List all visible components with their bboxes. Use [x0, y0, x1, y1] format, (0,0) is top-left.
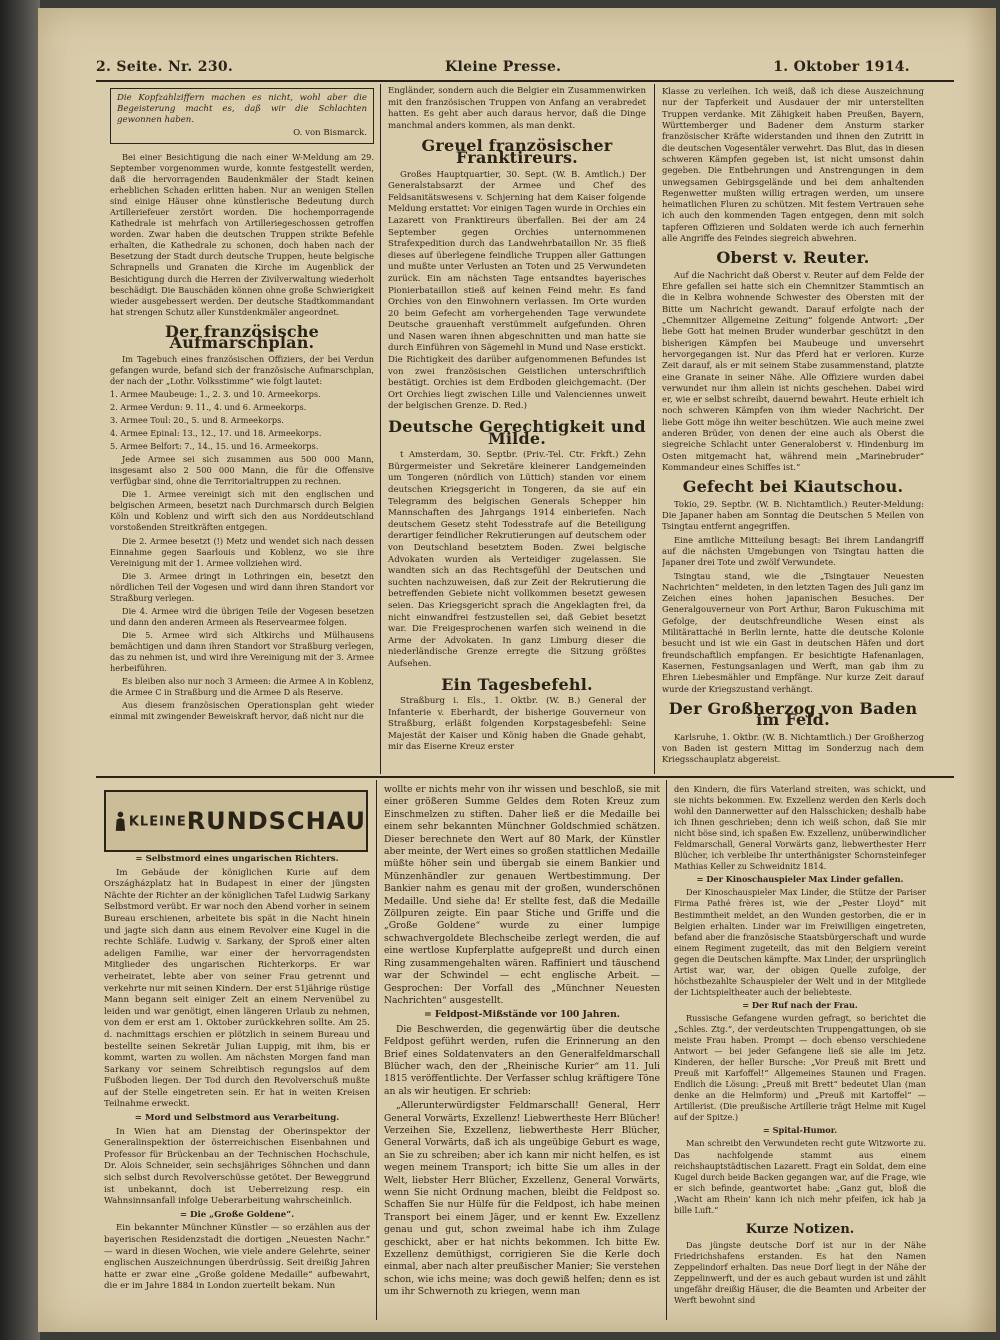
- paragraph: In Wien hat am Dienstag der Oberinspektor der Generalinspektion der österreichischen Eisenbahnen und Professor für Brückenbau an der Technischen Hochschule, Dr. Alois Schneider, sein sechsjähriges Söhnchen und dann sich selbst durch Revolverschüsse getötet. Der Beweggrund ist unbekannt, doch ist Ueberreizung resp. ein Wahnsinnsanfall infolge Ueberarbeitung wahrscheinlich.: [104, 1126, 370, 1207]
- headline-kurze-notizen: Kurze Notizen.: [745, 1221, 855, 1237]
- subheadline: = Feldpost-Mißstände vor 100 Jahren.: [423, 1009, 621, 1021]
- column-divider: [380, 84, 381, 774]
- paragraph: Straßburg i. Els., 1. Oktbr. (W. B.) General der Infanterie v. Eberhardt, der bisherige Gouverneur von Straßburg, erläßt folgenden Korpstagesbefehl: Seine Majestät der Kaiser und König haben die Gnade gehabt, mir das Eiserne Kreuz erster: [388, 696, 646, 753]
- quote-author: O. von Bismarck.: [293, 128, 367, 138]
- column-5: [384, 784, 660, 1301]
- column-4: [104, 854, 370, 1295]
- headline-grossherzog: Der Großherzog von Baden im Feld.: [668, 698, 918, 730]
- paragraph: „Allerunterwürdigster Feldmarschall! General, Herr General Vorwärts, Exzellenz! Liebwertheste Herr Blücher! Verzeihen Sie, Exzellenz, liebwertheste Herr Blücher, General Vorwärts, daß ich als ungeübige Geburt es wage, an Sie zu schreiben; aber ich kann mir nicht helfen, es ist wegen meinem Transport; ich bitte Sie um alles in der Welt, liebster Herr Blücher, Exzellenz, General Vorwärts, wenn Sie nicht Ordnung machen, bleibt die Feldpost so. Schaffen Sie nur Hülfe für die Feldpost, ich habe meinen Transport bei einem Jäger, und er kennt Ew. Exzellenz genau und gut, schon zweimal habe ich ihm Zulage geschickt, aber er hat nichts bekommen. Ich bitte Ew. Exzellenz demüthigst, corrigieren Sie die Kerle doch einmal, aber nach alter preußischer Manier; Sie verstehen schon, wie ichs meine; was doch gewiß helfen; denn es ist um ihr Schwernoth zu kriegen, wenn man: [384, 1100, 660, 1298]
- paragraph: Aus diesem französischen Operationsplan geht wieder einmal mit zwingender Beweiskraft hervor, daß nicht nur die: [110, 700, 374, 722]
- subheadline: = Mord und Selbstmord aus Verarbeitung.: [134, 1113, 340, 1124]
- army-list-item: 1. Armee Maubeuge: 1., 2. 3. und 10. Armeekorps.: [110, 388, 321, 399]
- paragraph: Im Gebäude der königlichen Kurie auf dem Országházplatz hat in Budapest in einer der jüngsten Nächte der Richter an der königlichen Tafel Ludwig Sarkany Selbstmord verübt. Er war noch den Abend vorher in seinem Bureau erschienen, arbeitete bis spät in die Nacht hinein und jagte sich dann aus einem Revolver eine Kugel in die rechte Schläfe. Ludwig v. Sarkany, der Sproß einer alten adeligen Familie, war einer der hervorragendsten Mitglieder des ungarischen Richterkorps. Er war verheiratet, lebte aber von seiner Frau getrennt und verkehrte nur mit seinen Kindern. Der erst 51jährige rüstige Mann begann seit einiger Zeit an einem Nervenübel zu leiden und war genötigt, einen längeren Urlaub zu nehmen, von dem er erst am 1. Oktober zurückkehren sollte. Am 25. d. nachmittags erschien er plötzlich in seinem Bureau und bestellte seinen Sekretär Julian Luppig, mit ihm, bis er kommt, warten zu wollen. Am nächsten Morgen fand man Sarkany vor seinem Schreibtisch regungslos auf dem Fußboden liegen. Der Tod durch den Revolverschuß mußte auf der Stelle eingetreten sein. Er hat in weiten Kreisen Teilnahme erweckt.: [104, 867, 370, 1110]
- column-1: [110, 86, 374, 724]
- headline-tagesbefehl: Ein Tagesbefehl.: [441, 674, 593, 694]
- paragraph: Die 5. Armee wird sich Altkirchs und Mülhausens bemächtigen und dann ihren Standort vor Straßburg verlegen, das zu nehmen ist, und wird ihre Vereinigung mit der 3. Armee herbeiführen.: [110, 629, 374, 674]
- rundschau-title: KLEINERUNDSCHAU: [128, 807, 366, 835]
- column-3: [662, 86, 924, 768]
- paragraph: Im Tagebuch eines französischen Offiziers, der bei Verdun gefangen wurde, befand sich der französische Aufmarschplan, der nach der „Lothr. Volksstimme“ wie folgt lautet:: [110, 353, 374, 386]
- subheadline: = Der Kinoschauspieler Max Linder gefallen.: [696, 874, 904, 885]
- page-header: [96, 56, 910, 78]
- book-spine: [0, 0, 40, 1340]
- subheadline: = Selbstmord eines ungarischen Richters.: [135, 854, 339, 864]
- bismarck-quote: [110, 88, 374, 144]
- column-2: [388, 86, 646, 756]
- quote-text: Die Kopfzahlziffern machen es nicht, wohl aber die Begeisterung macht es, daß wir die Schlachten gewonnen haben.: [117, 93, 367, 125]
- section-rule: [96, 776, 954, 778]
- subheadline: = Die „Große Goldene“.: [179, 1209, 295, 1220]
- headline-greuel: Greuel französischer Franktireurs.: [421, 136, 613, 167]
- paragraph: den Kindern, die fürs Vaterland streiten, was schickt, und sie nichts bekommen. Ew. Exzellenz werden den Kerls doch wohl den Dannerwetter auf den Halsschicken; deshalb habe ich Ihnen geschrieben; denn ich weiß schon, daß Sie mir nicht böse sind, ich spaßen Ew. Exzellenz, unüberwindlicher Feldmarschall, General Vorwärts ganz, liebwerthester Herr Blücher, ich verbleibe Ihr unterthänigster Schornsteinfeger Mathias Keller zu Schweidnitz 1814.: [674, 784, 926, 872]
- paragraph: Auf die Nachricht daß Oberst v. Reuter auf dem Felde der Ehre gefallen sei hatte sich ein Chemnitzer Stammtisch an die in Kelbra wohnende Schwester des Obersten mit der Bitte um Nachricht gewandt. Darauf erfolgte nach der „Chemnitzer Allgemeine Zeitung“ folgende Antwort: „Der liebe Gott hat meinen Bruder wunderbar geschützt in den bisherigen Kämpfen bei Maubeuge und unversehrt hervorgegangen ist. Nur das Pferd hat er verloren. Kurze Zeit darauf, als er mit seinem Stabe zusammenstand, platzte eine Granate in seiner Nähe. Alle Offiziere wurden dabei verwundet nur ihm allein ist nichts geschehen. Dabei wird er, wie er selbst schreibt, dauernd bewahrt. Heute erhielt ich noch schweren Kämpfen von ihm wieder Nachricht. Der liebe Gott möge ihn weiter beschützen. Wie auch meine zwei anderen Brüder, von denen der eine auch als Oberst die siegreiche Schlacht unter Generaloberst v. Hindenburg im Osten mitgemacht hat, während mein „Marinebruder“ Kommandeur eines Schiffes ist.“: [662, 269, 924, 472]
- subheadline: = Der Ruf nach der Frau.: [742, 999, 858, 1010]
- subheadline: = Spital-Humor.: [762, 1125, 838, 1136]
- army-list-item: 3. Armee Toul: 20., 5. und 8. Armeekorps.: [110, 415, 284, 426]
- column-divider: [654, 84, 655, 774]
- paragraph: t Amsterdam, 30. Septbr. (Priv.-Tel. Ctr. Frkft.) Zehn Bürgermeister und Sekretäre kleinerer Landgemeinden um Tongeren (nördlich von Lüttich) standen vor einem deutschen Kriegsgericht in Tongeren, da sie auf ein Telegramm des belgischen Generals Schepper hin Mannschaften des Jahrgangs 1914 einberiefen. Nach deutschem Gesetz steht Todesstrafe auf die Beteiligung derartiger feindlicher Rekrutierungen auf deutschem oder von Deutschland besetztem Boden. Zwei belgische Advokaten wurden als Verteidiger zugelassen. Sie wandten sich an das Rechtsgefühl der Deutschen und suchten nachzuweisen, daß zur Zeit der Rekrutierung die betreffenden Gebiete nicht vollkommen besetzt gewesen seien. Das Kriegsgericht sprach die Angeklagten frei, da nicht einwandfrei festzustellen sei, daß Gebiet besetzt war. Die Freigesprochenen warfen sich weinend in die Arme der Advokaten. In ganz Limburg dieser die niederländische Grenze erregte die Sitzung größtes Aufsehen.: [388, 450, 646, 669]
- paragraph: Engländer, sondern auch die Belgier ein Zusammenwirken mit den französischen Truppen von Anfang an verabredet hatten. Es geht aber auch daraus hervor, daß die Dinge manchmal anders kommen, als man denkt.: [388, 86, 646, 131]
- kleine-rundschau-banner: [104, 790, 368, 852]
- headline-gerechtigkeit: Deutsche Gerechtigkeit und Milde.: [388, 417, 646, 448]
- column-divider: [666, 780, 667, 1320]
- paragraph: Ein bekannter Münchner Künstler — so erzählen aus der bayerischen Residenzstadt die dortigen „Neuesten Nachr.“ — ward in diesen Wochen, wie viele andere Gelehrte, seiner englischen Auszeichnungen überdrüssig. Seit dreißig Jahren hatte er zwar eine „Große goldene Medaille“ aufbewahrt, die er im Jahre 1884 in London zuerteilt bekam. Nun: [104, 1223, 370, 1292]
- paragraph: Die 3. Armee dringt in Lothringen ein, besetzt den nördlichen Teil der Vogesen und wird dann ihren Standort vor Straßburg verlegen.: [110, 570, 374, 603]
- paragraph: Die 4. Armee wird die übrigen Teile der Vogesen besetzen und dann den anderen Armeen als Reservearmee folgen.: [110, 605, 374, 627]
- paragraph: Die Beschwerden, die gegenwärtig über die deutsche Feldpost geführt werden, rufen die Erinnerung an den Brief eines Soldatenvaters an den Generalfeldmarschall Blücher wach, den der „Rheinische Kurier“ am 11. Juli 1815 veröffentlichte. Der Verfasser schlug kräftigere Töne an als wir heutigen. Er schrieb:: [384, 1023, 660, 1097]
- headline-aufmarschplan: Der französische Aufmarschplan.: [165, 321, 319, 352]
- paragraph: Das jüngste deutsche Dorf ist nur in der Nähe Friedrichshafens erstanden. Es hat den Namen Zeppelindorf erhalten. Das neue Dorf liegt in der Nähe der Zeppelinwerft, und der es auch gebaut wurden ist und zählt ungefähr dreißig Häuser, die die Beamten und Arbeiter der Werft bewohnt sind: [674, 1239, 926, 1306]
- header-rule: [96, 80, 954, 82]
- paragraph: Russische Gefangene wurden gefragt, so berichtet die „Schles. Ztg.“, der verdeutschten Truppengattungen, ob sie meiste Frau haben. Prompt — doch ebenso verschiedene Antwort — bei jeder Gefangene ließ sie alle im Jetz. Kinderen, der heller Bursche: „Vor Preuß mit Brett und Preuß mit Karfoffel!“ Allgemeines Staunen und Fragen. Endlich die Lösung: „Preuß mit Brett“ bedeutet Ulan (man denke an die Helmform) und „Preuß mit Kartoffel“ — Artillerist. (Die preußische Artillerie trägt Helme mit Kugel auf der Spitze.): [674, 1012, 926, 1123]
- paragraph: Die 2. Armee besetzt (!) Metz und wendet sich nach dessen Einnahme gegen Saarlouis und Koblenz, wo sie ihre Vereinigung mit der 1. Armee vollziehen wird.: [110, 535, 374, 568]
- paragraph: Es bleiben also nur noch 3 Armeen: die Armee A in Koblenz, die Armee C in Straßburg und die Armee D als Reserve.: [110, 676, 374, 698]
- column-6: [674, 784, 926, 1308]
- paragraph: Tokio, 29. Septbr. (W. B. Nichtamtlich.) Reuter-Meldung: Die Japaner haben am Sonntag die Deutschen 5 Meilen von Tsingtau entfernt angegriffen.: [662, 498, 924, 532]
- headline-kiautschou: Gefecht bei Kiautschou.: [682, 477, 904, 497]
- paragraph: Tsingtau stand, wie die „Tsingtauer Neuesten Nachrichten“ meldeten, in den letzten Tagen des Juli ganz im Zeichen eines hohen japanischen Besuches. Der Generalgouverneur von Port Arthur, Baron Fukuschima mit Gefolge, der deutschfreundliche Wesen einst als Militärattaché in Berlin lernte, hatte die deutsche Kolonie besucht und ist wie ein Gast in deutschen Häfen und dort freundschaftlich empfangen. Er besichtigte Hafenanlagen, Kasernen, Festungsanlagen und Werft, man gab ihm zu Ehren Liebesmähler und Empfänge. Nur kurze Zeit darauf wurde der Kriegszustand verhängt.: [662, 570, 924, 694]
- paragraph: Eine amtliche Mitteilung besagt: Bei ihrem Landangriff auf die nächsten Umgebungen von Tsingtau hatten die Japaner drei Tote und zwölf Verwundete.: [662, 534, 924, 568]
- paragraph: wollte er nichts mehr von ihr wissen und beschloß, sie mit einer größeren Summe Geldes dem Roten Kreuz zum Einschmelzen zu stiften. Daher ließ er die Medaille bei einem sehr bekannten Münchner Goldschmied schätzen. Dieser berechnete den Wert auf 80 Mark, der Künstler aber meinte, der Wert eines so großen stattlichen Medaille müßte höher sein und übergab sie einem Bankier und Münzenhändler zur genauen Wertbestimmung. Der Bankier nahm es genau mit der großen, wunderschönen Medaille. Und siehe da! Er stellte fest, daß die Medaille Zöllpuren zeigte. Ein paar Stiche und Griffe und die „Große Goldene“ wurde zu einer lumpige schwachvergoldete Blechscheibe zerlegt werden, die auf eine wertlose Kupferplatte aufgepreßt und durch einen Ring zusammengehalten wären. Raffiniert und täuschend war der Schwindel — echt englische Arbeit. — Gesprochen: Der Vorfall des „Münchner Neuesten Nachrichten“ ausgestellt.: [384, 784, 660, 1006]
- column-divider: [376, 780, 377, 1320]
- page-number: 2. Seite. Nr. 230.: [96, 59, 234, 75]
- paragraph: Großes Hauptquartier, 30. Sept. (W. B. Amtlich.) Der Generalstabsarzt der Armee und Chef des Feldsanitätswesens v. Schjerning hat dem Kaiser folgende Meldung erstattet: Vor einigen Tagen wurde in Orchies ein Lazarett von Franktireurs überfallen. Bei der am 24 September gegen Orchies unternommenen Strafexpedition durch das Landwehrbataillon Nr. 35 fließ dieses auf überlegene feindliche Truppen aller Gattungen und mußte unter Verlusten an Toten und 25 Verwundeten zurück. Ein am nächsten Tage entsandtes bayerisches Pionierbataillon stieß auf keinen Feind mehr. Es fand Orchies von den Einwohnern verlassen. Im Orte wurden 20 beim Gefecht am vorhergehenden Tage verwundete Deutsche grauenhaft verstümmelt aufgefunden. Ohren und Nasen waren ihnen abgeschnitten und man hatte sie durch Einführen von Sägemehl in Mund und Nase erstickt. Die Richtigkeit des darüber aufgenommenen Befundes ist von zwei französischen Geistlichen unterschriftlich bestätigt. Orchies ist dem Erdboden gleichgemacht. (Der Ort Orchies liegt zwischen Lille und Valenciennes unweit der belgischen Grenze. D. Red.): [388, 169, 646, 412]
- newspaper-title: Kleine Presse.: [445, 59, 562, 75]
- issue-date: 1. Oktober 1914.: [773, 59, 910, 75]
- cathedral-report: Bei einer Besichtigung die nach einer W-Meldung am 29. September vorgenommen wurde, konnte festgestellt werden, daß die hervorragenden Baudenkmäler der Stadt keinen erheblichen Schaden erlitten haben. Nur an wenigen Stellen sind einige Häuser ohne künstlerische Bedeutung durch Artilleriefeuer zerstört worden. Die hochemporragende Kathedrale ist mehrfach von Artilleriegeschossen getroffen worden. Zwar haben die deutschen Truppen strikte Befehle erhalten, die Kathedrale zu schonen, doch haben nach der Besetzung der Stadt durch deutsche Truppen, heute belgische Schrapnells und Granaten die Kirche im Augenblick der Besichtigung durch die Herren der Zivilverwaltung wiederholt beschädigt. Die Bauschäden können ohne große Schwierigkeit wieder ausgebessert werden. Der deutsche Stadtkommandant hat strengen Schutz aller Kunstdenkmäler angeordnet.: [110, 152, 374, 317]
- paragraph: Die 1. Armee vereinigt sich mit den englischen und belgischen Armeen, besetzt nach Durchmarsch durch Belgien Köln und Koblenz und wirft sich den aus Norddeutschland vorstoßenden Streitkräften entgegen.: [110, 489, 374, 533]
- paragraph: Karlsruhe, 1. Oktbr. (W. B. Nichtamtlich.) Der Großherzog von Baden ist gestern Mittag im Sonderzug nach dem Kriegsschauplatz abgereist.: [662, 731, 924, 765]
- paragraph: Man schreibt den Verwundeten recht gute Witzworte zu. Das nachfolgende stammt aus einem reichshauptstädtischen Lazarett. Fragt ein Soldat, dem eine Kugel durch beide Backen gegangen war, auf die Frage, wie er sich befinde, geantwortet habe: „Ganz gut, bloß die ‚Wacht am Rhein‘ kann ich nich mehr pfeifen, ick hab ja bille Luft.“: [674, 1138, 926, 1215]
- army-list-item: 5. Armee Belfort: 7., 14., 15. und 16. Armeekorps.: [110, 441, 319, 452]
- figure-icon: [112, 798, 129, 844]
- paragraph: Klasse zu verleihen. Ich weiß, daß ich diese Auszeichnung nur der Tapferkeit und Ausdauer der mir unterstellten Truppen verdanke. Mit Zähigkeit haben Preußen, Bayern, Württemberger und Badener dem Ansturm starker französischer Kräfte widerstanden und ihnen den Zutritt in die deutschen Vogesentäler verwehrt. Das Blut, das in diesen schweren Kämpfen gegeben ist, ist nicht umsonst dahin gegeben. Die Entbehrungen und Anstrengungen in dem unwegsamen Gebirgsgelände und bei dem anhaltenden Regenwetter mußten willig ertragen werden, um unsere heimatlichen Fluren zu schützen. Mit festem Vertrauen sehe ich auch den kommenden Tagen entgegen, denn mit solch tapferen Offizieren und Soldaten werde ich auch fernerhin alle Angriffe des Feindes siegreich abwehren.: [662, 86, 924, 244]
- army-list-item: 2. Armee Verdun: 9. 11., 4. und 6. Armeekorps.: [110, 401, 307, 412]
- headline-reuter: Oberst v. Reuter.: [716, 248, 870, 268]
- army-list-item: 4. Armee Epinal: 13., 12., 17. und 18. Armeekorps.: [110, 428, 322, 439]
- paragraph: Der Kinoschauspieler Max Linder, die Stütze der Pariser Firma Pathé frères ist, wie der „Pester Lloyd“ mit Bestimmtheit meldet, an den Wunden gestorben, die er in Belgien erhalten. Linder war im Freiwilligen eingetreten, befand aber die französische Staatsbürgerschaft und wurde einem Regiment zugeteilt, das mit den Belgiern vereint gegen die Deutschen kämpfte. Max Linder, der ursprünglich Artist war, war, der obigen Quelle zufolge, der höchstbezahlte Schauspieler der Welt und in der Mitgliede der Lichtspieltheater auch der beliebteste.: [674, 887, 926, 997]
- paragraph: Jede Armee sei sich zusammen aus 500 000 Mann, insgesamt also 2 500 000 Mann, die für die Offensive verfügbar sind, ohne die Territorialtruppen zu rechnen.: [110, 454, 374, 487]
